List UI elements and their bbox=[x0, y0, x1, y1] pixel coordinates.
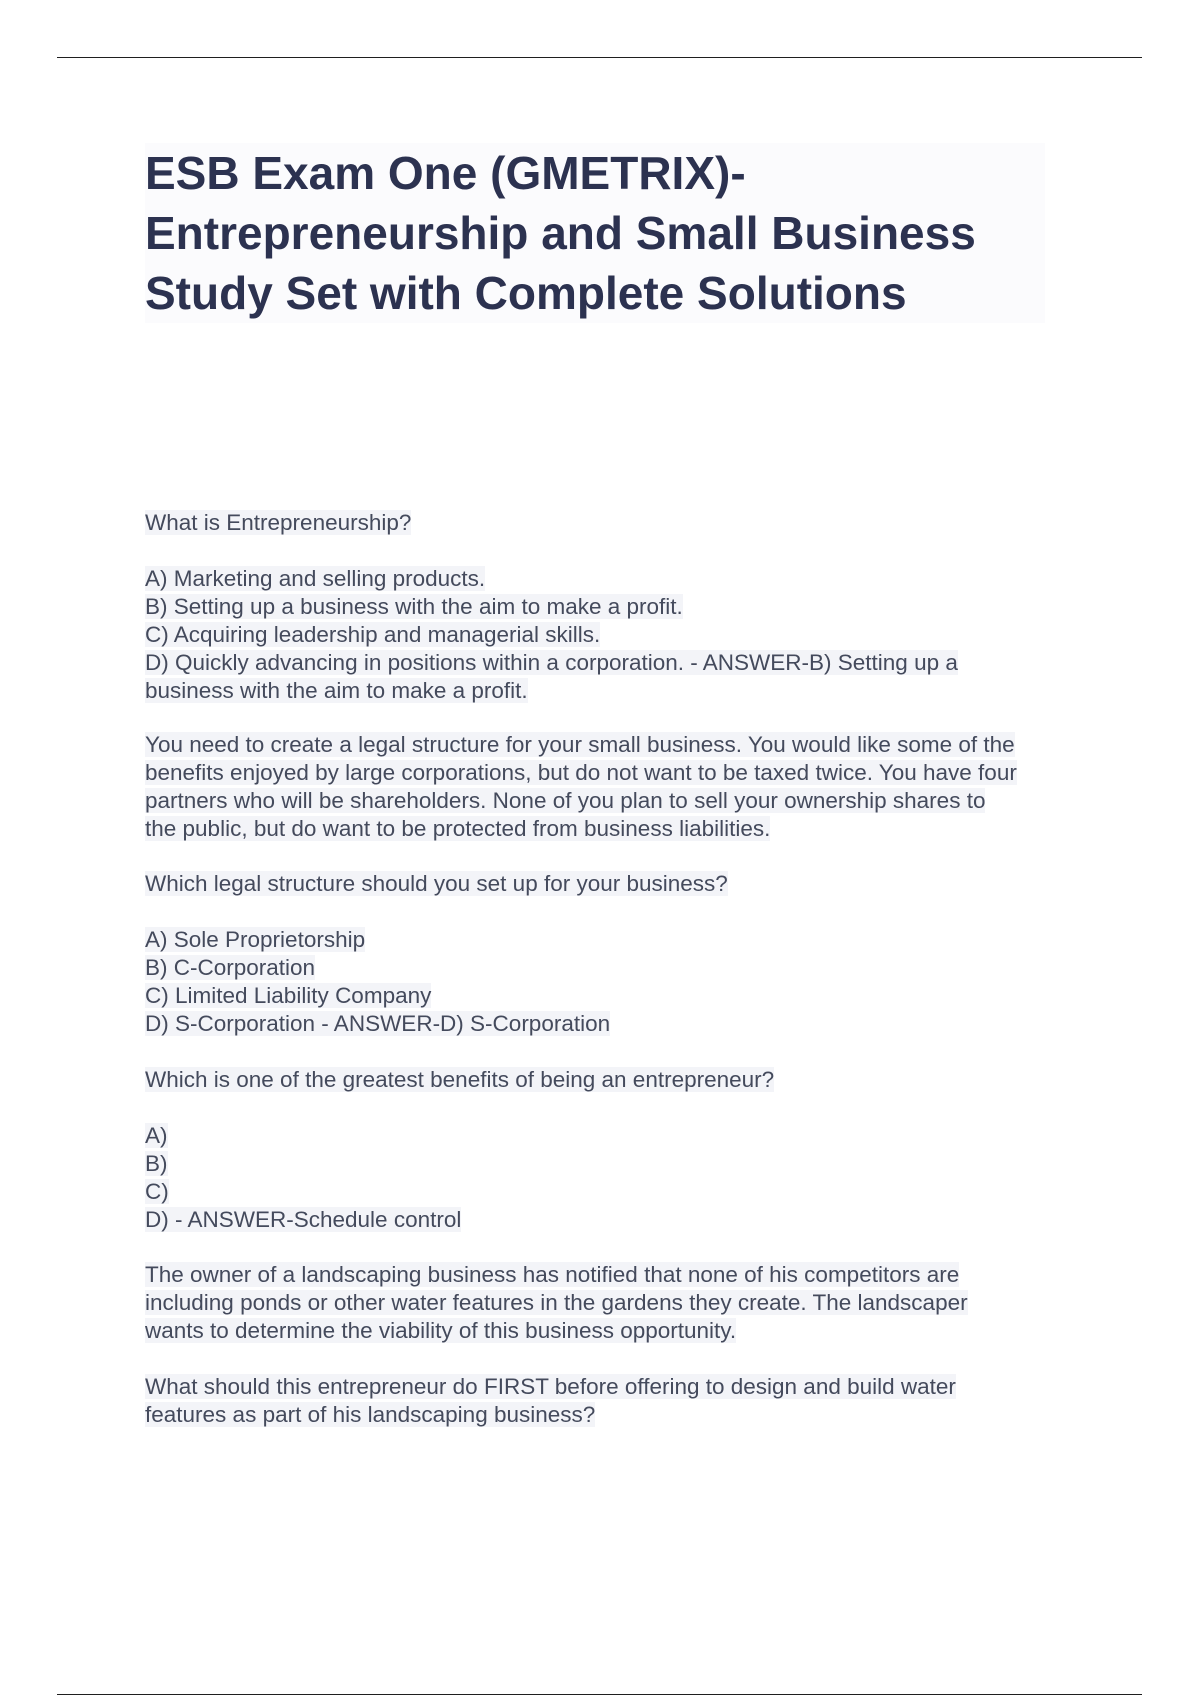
option-b: B) C-Corporation bbox=[145, 955, 316, 980]
scenario-line: benefits enjoyed by large corporations, but do not want to be taxed twice. You have four bbox=[145, 760, 1017, 785]
option-c: C) bbox=[145, 1179, 169, 1204]
question-1 bbox=[145, 509, 1095, 537]
scenario-line: partners who will be shareholders. None of you plan to sell your ownership shares to bbox=[145, 788, 986, 813]
bottom-rule bbox=[57, 1694, 1142, 1695]
title-line: Study Set with Complete Solutions bbox=[145, 267, 907, 319]
question-4-scenario bbox=[145, 1261, 1095, 1345]
question-3 bbox=[145, 1066, 1095, 1094]
question-4 bbox=[145, 1373, 1095, 1429]
scenario-line: including ponds or other water features in the gardens they create. The landscaper bbox=[145, 1290, 968, 1315]
scenario-line: wants to determine the viability of this business opportunity. bbox=[145, 1318, 737, 1343]
question-2 bbox=[145, 870, 1095, 898]
option-a: A) bbox=[145, 1123, 168, 1148]
question-4-text: What should this entrepreneur do FIRST before offering to design and build water bbox=[145, 1374, 956, 1399]
question-1-text: What is Entrepreneurship? bbox=[145, 510, 412, 535]
scenario-line: the public, but do want to be protected from business liabilities. bbox=[145, 816, 771, 841]
question-2-options bbox=[145, 926, 1095, 1038]
scenario-line: The owner of a landscaping business has notified that none of his competitors are bbox=[145, 1262, 960, 1287]
question-2-scenario bbox=[145, 731, 1095, 843]
question-4-text: features as part of his landscaping business? bbox=[145, 1402, 596, 1427]
option-c: C) Acquiring leadership and managerial skills. bbox=[145, 622, 601, 647]
option-a: A) Marketing and selling products. bbox=[145, 566, 486, 591]
option-a: A) Sole Proprietorship bbox=[145, 927, 366, 952]
answer-continuation: business with the aim to make a profit. bbox=[145, 678, 528, 703]
option-d-answer: D) S-Corporation - ANSWER-D) S-Corporation bbox=[145, 1011, 611, 1036]
question-1-options bbox=[145, 565, 1095, 705]
question-3-options bbox=[145, 1122, 1095, 1234]
question-2-text: Which legal structure should you set up for your business? bbox=[145, 871, 728, 896]
option-c: C) Limited Liability Company bbox=[145, 983, 432, 1008]
option-d-answer: D) - ANSWER-Schedule control bbox=[145, 1207, 462, 1232]
option-d-answer: D) Quickly advancing in positions within a corporation. - ANSWER-B) Setting up a bbox=[145, 650, 958, 675]
question-3-text: Which is one of the greatest benefits of being an entrepreneur? bbox=[145, 1067, 775, 1092]
title-line: Entrepreneurship and Small Business bbox=[145, 207, 976, 259]
option-b: B) Setting up a business with the aim to make a profit. bbox=[145, 594, 683, 619]
document-title bbox=[145, 143, 1045, 323]
title-line: ESB Exam One (GMETRIX)- bbox=[145, 147, 746, 199]
top-rule bbox=[57, 57, 1142, 58]
scenario-line: You need to create a legal structure for your small business. You would like some of the bbox=[145, 732, 1015, 757]
option-b: B) bbox=[145, 1151, 168, 1176]
